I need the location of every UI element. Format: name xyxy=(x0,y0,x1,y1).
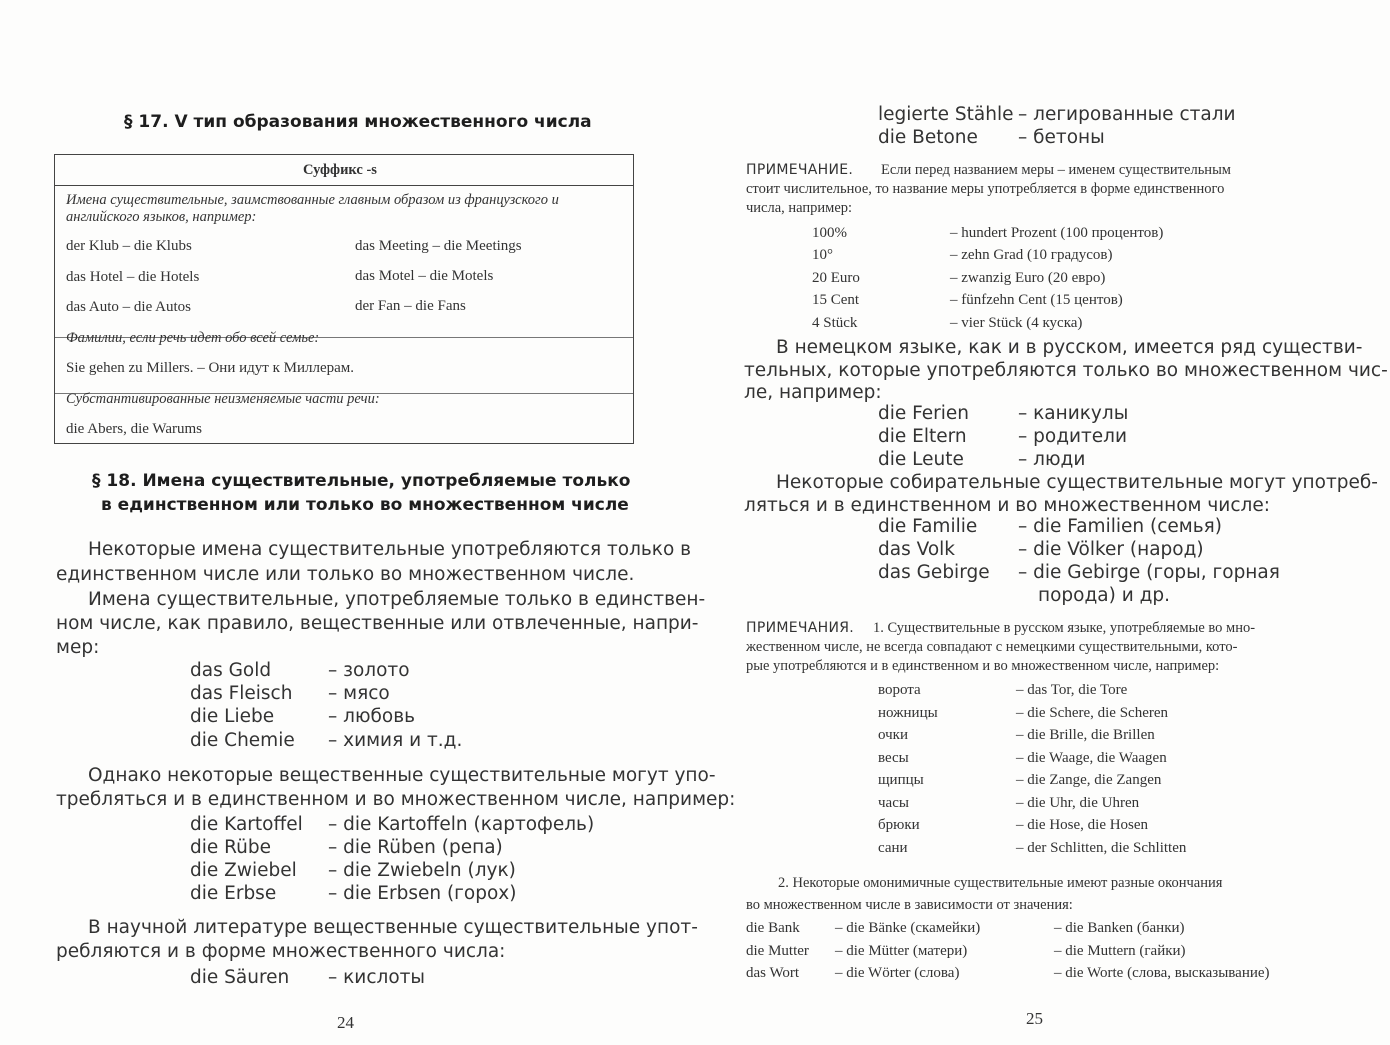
example-ru: – легированные стали xyxy=(1018,104,1236,125)
example-de: das Fleisch xyxy=(190,683,293,704)
example-de: die Chemie xyxy=(190,730,295,751)
note-label: ПРИМЕЧАНИЕ. xyxy=(746,162,854,178)
example-de: die Liebe xyxy=(190,706,275,727)
note-text: 1. Существительные в русском языке, употребляемые во мно- xyxy=(873,620,1256,636)
example-de: die Ferien xyxy=(878,403,970,424)
measure-number: 4 Stück xyxy=(812,315,858,331)
ru-word: очки xyxy=(878,727,908,743)
homonym-word: das Wort xyxy=(746,965,800,981)
homonym-plural-a: – die Wörter (слова) xyxy=(835,965,960,981)
measure-german: – zwanzig Euro (20 евро) xyxy=(950,270,1106,286)
note-text: числа, например: xyxy=(746,200,853,216)
example-de: die Kartoffel xyxy=(190,814,303,835)
paragraph: единственном числе или только во множественном числе. xyxy=(56,564,635,585)
example-de: das Gebirge xyxy=(878,562,990,583)
example-de: die Leute xyxy=(878,449,964,470)
paragraph: ляться и в единственном и во множественном числе: xyxy=(744,495,1270,516)
example-de: die Zwiebel xyxy=(190,860,297,881)
paragraph: ребляются и в форме множественного числа: xyxy=(56,941,506,962)
example-ru: – любовь xyxy=(328,706,416,727)
homonym-word: die Bank xyxy=(746,920,800,936)
ru-word: весы xyxy=(878,750,909,766)
note-text: рые употребляются и в единственном и во множественном числе, например: xyxy=(746,658,1220,674)
example-ru: – люди xyxy=(1018,449,1086,470)
table-cell: der Klub – die Klubs xyxy=(66,238,192,254)
ru-word: ворота xyxy=(878,682,921,698)
ru-word: ножницы xyxy=(878,705,938,721)
example-de: die Säuren xyxy=(190,967,290,988)
page-number-right: 25 xyxy=(1026,1009,1043,1028)
example-ru: – кислоты xyxy=(328,967,426,988)
measure-german: – vier Stück (4 куска) xyxy=(950,315,1083,331)
homonym-plural-b: – die Worte (слова, высказывание) xyxy=(1054,965,1270,981)
de-word: – die Uhr, die Uhren xyxy=(1016,795,1140,811)
measure-german: – zehn Grad (10 градусов) xyxy=(950,247,1113,263)
notes-label: ПРИМЕЧАНИЯ. xyxy=(746,620,855,636)
example-de: legierte Stähle xyxy=(878,104,1014,125)
example-ru: – каникулы xyxy=(1018,403,1129,424)
de-word: – die Hose, die Hosen xyxy=(1016,817,1149,833)
example-ru: – die Kartoffeln (картофель) xyxy=(328,814,595,835)
de-word: – die Zange, die Zangen xyxy=(1016,772,1162,788)
subst-label: Субстантивированные неизменяемые части речи: xyxy=(66,391,380,407)
measure-number: 100% xyxy=(812,225,847,241)
example-ru: – die Rüben (репа) xyxy=(328,837,503,858)
example-de: die Rübe xyxy=(190,837,272,858)
example-ru: – die Zwiebeln (лук) xyxy=(328,860,516,881)
table-cell: das Motel – die Motels xyxy=(355,268,494,284)
note-text: стоит числительное, то название меры употребляется в форме единственного xyxy=(746,181,1225,197)
paragraph: В научной литературе вещественные существительные упот- xyxy=(88,917,698,938)
homonym-plural-a: – die Bänke (скамейки) xyxy=(835,920,981,936)
example-ru: – химия и т.д. xyxy=(328,730,463,751)
paragraph: Некоторые собирательные существительные могут употреб- xyxy=(776,472,1378,493)
example-de: die Eltern xyxy=(878,426,967,447)
example-ru: – die Familien (семья) xyxy=(1018,516,1222,537)
de-word: – die Waage, die Waagen xyxy=(1016,750,1167,766)
measure-number: 20 Euro xyxy=(812,270,860,286)
example-de: die Betone xyxy=(878,127,978,148)
paragraph: мер: xyxy=(56,637,100,658)
table-cell: das Meeting – die Meetings xyxy=(355,238,522,254)
de-word: – das Tor, die Tore xyxy=(1016,682,1128,698)
table-cell: das Auto – die Autos xyxy=(66,299,192,315)
ru-word: сани xyxy=(878,840,908,856)
paragraph: ном числе, как правило, вещественные или отвлеченные, напри- xyxy=(56,613,699,634)
de-word: – der Schlitten, die Schlitten xyxy=(1016,840,1187,856)
example-de: die Erbse xyxy=(190,883,277,904)
example-de: das Volk xyxy=(878,539,955,560)
example-ru: – золото xyxy=(328,660,410,681)
table-cell: das Hotel – die Hotels xyxy=(66,269,200,285)
homonym-plural-b: – die Banken (банки) xyxy=(1054,920,1185,936)
note-text: 2. Некоторые омонимичные существительные имеют разные окончания xyxy=(778,875,1223,891)
table-header-text: Суффикс -s xyxy=(303,162,377,178)
example-ru: – родители xyxy=(1018,426,1128,447)
example-ru: – die Erbsen (горох) xyxy=(328,883,517,904)
example-ru: – die Gebirge (горы, горная xyxy=(1018,562,1280,583)
note-text: во множественном числе в зависимости от значения: xyxy=(746,897,1073,913)
family-example: Sie gehen zu Millers. – Они идут к Миллерам. xyxy=(66,360,355,376)
example-ru: – мясо xyxy=(328,683,390,704)
paragraph: В немецком языке, как и в русском, имеется ряд существи- xyxy=(776,337,1363,358)
de-word: – die Brille, die Brillen xyxy=(1016,727,1155,743)
subst-example: die Abers, die Warums xyxy=(66,421,202,437)
homonym-plural-b: – die Muttern (гайки) xyxy=(1054,943,1186,959)
measure-number: 10° xyxy=(812,247,833,263)
page-number-left: 24 xyxy=(337,1013,354,1032)
table-intro: английского языков, например: xyxy=(66,209,257,225)
homonym-plural-a: – die Mütter (матери) xyxy=(835,943,968,959)
paragraph: требляться и в единственном и во множественном числе, например: xyxy=(56,789,736,810)
family-label: Фамилии, если речь идет обо всей семье: xyxy=(66,330,320,346)
table-cell: der Fan – die Fans xyxy=(355,298,466,314)
paragraph: ле, например: xyxy=(744,382,882,403)
example-de: das Gold xyxy=(190,660,272,681)
example-ru: – die Völker (народ) xyxy=(1018,539,1204,560)
ru-word: брюки xyxy=(878,817,920,833)
measure-german: – fünfzehn Cent (15 центов) xyxy=(950,292,1123,308)
measure-number: 15 Cent xyxy=(812,292,860,308)
de-word: – die Schere, die Scheren xyxy=(1016,705,1169,721)
example-ru: порода) и др. xyxy=(1038,585,1171,606)
ru-word: часы xyxy=(878,795,909,811)
measure-german: – hundert Prozent (100 процентов) xyxy=(950,225,1164,241)
paragraph: Имена существительные, употребляемые только в единствен- xyxy=(88,589,706,610)
note-text: Если перед названием меры – именем существительным xyxy=(881,162,1231,178)
example-ru: – бетоны xyxy=(1018,127,1105,148)
ru-word: щипцы xyxy=(878,772,924,788)
paragraph: Однако некоторые вещественные существительные могут упо- xyxy=(88,765,716,786)
example-de: die Familie xyxy=(878,516,978,537)
section18-title: § 18. Имена существительные, употребляемые только xyxy=(92,471,631,491)
paragraph: тельных, которые употребляются только во множественном чис- xyxy=(744,360,1388,381)
paragraph: Некоторые имена существительные употребляются только в xyxy=(88,539,692,560)
section18-title: в единственном или только во множественном числе xyxy=(101,495,629,515)
note-text: жественном числе, не всегда совпадают с немецкими существительными, кото- xyxy=(746,639,1238,655)
table-intro: Имена существительные, заимствованные главным образом из французского и xyxy=(66,192,559,208)
section17-title: § 17. V тип образования множественного числа xyxy=(124,112,592,132)
homonym-word: die Mutter xyxy=(746,943,809,959)
